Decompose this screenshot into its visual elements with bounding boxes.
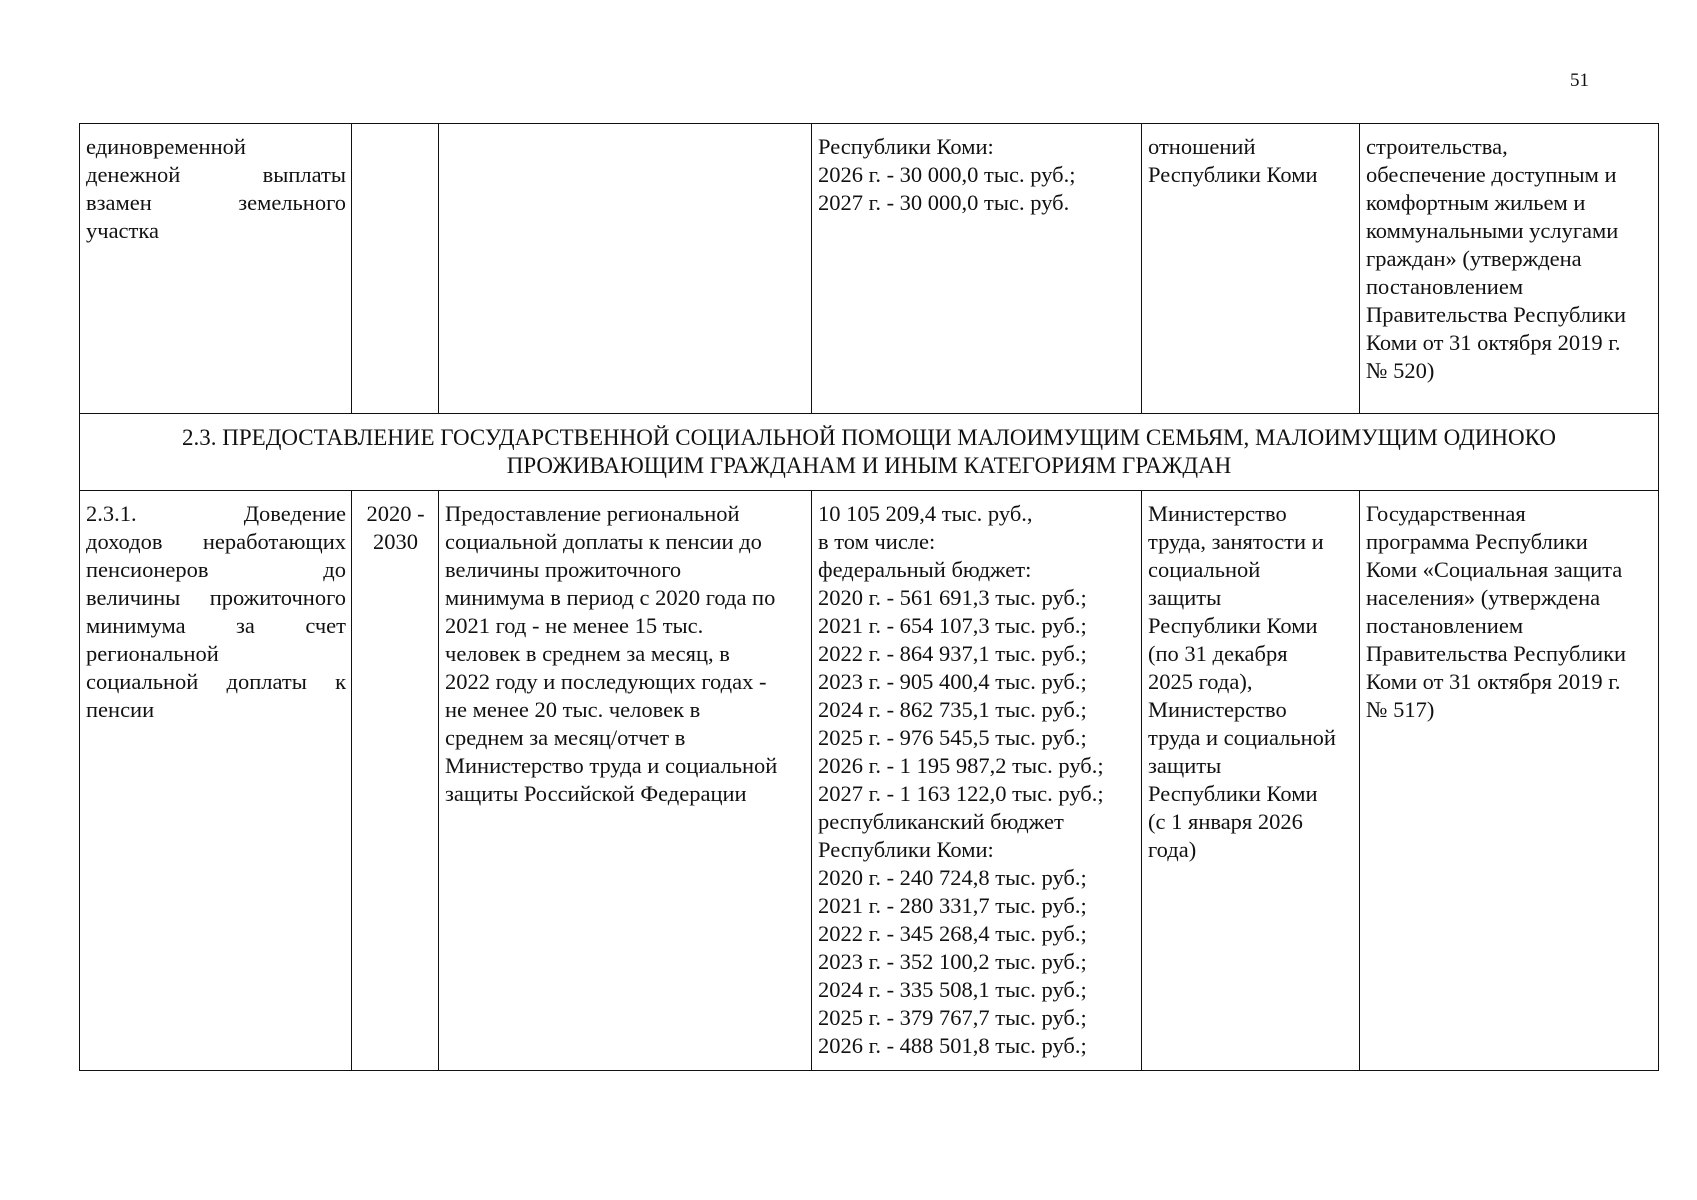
text-line: № 517) (1366, 697, 1435, 722)
text-line: 2020 - (366, 501, 425, 526)
text-line: социальной доплаты к пенсии до (445, 529, 762, 554)
text-line: 2021 год - не менее 15 тыс. (445, 613, 704, 638)
text-line: 2023 г. - 905 400,4 тыс. руб.; (818, 669, 1087, 694)
text-line: 2020 г. - 561 691,3 тыс. руб.; (818, 585, 1087, 610)
cell-program (1360, 491, 1659, 1071)
text-line: 2020 г. - 240 724,8 тыс. руб.; (818, 865, 1087, 890)
text-line: защиты (1148, 753, 1222, 778)
text-line: региональной (86, 641, 219, 666)
text-line: Правительства Республики (1366, 641, 1627, 666)
text-line: года) (1148, 837, 1197, 862)
text-line: программа Республики (1366, 529, 1588, 554)
text-line: Министерство (1148, 697, 1287, 722)
text-line: труда и социальной (1148, 725, 1336, 750)
text-line: взамен земельного (86, 190, 346, 215)
cell-responsible (1142, 124, 1360, 414)
text-line: участка (86, 218, 159, 243)
text-line: 2026 г. - 30 000,0 тыс. руб.; (818, 162, 1076, 187)
text-line: 2021 г. - 280 331,7 тыс. руб.; (818, 893, 1087, 918)
cell-measure (80, 491, 352, 1071)
text-line: комфортным жильем и (1366, 190, 1586, 215)
text-line: 2025 года), (1148, 669, 1253, 694)
cell-period (352, 491, 439, 1071)
text-line: 10 105 209,4 тыс. руб., (818, 501, 1033, 526)
text-line: 2024 г. - 335 508,1 тыс. руб.; (818, 977, 1087, 1002)
page-number: 51 (1570, 70, 1589, 91)
text-line: величины прожиточного (86, 585, 346, 610)
text-line: 2024 г. - 862 735,1 тыс. руб.; (818, 697, 1087, 722)
cell-result (439, 491, 812, 1071)
text-line: 2025 г. - 379 767,7 тыс. руб.; (818, 1005, 1087, 1030)
text-line: не менее 20 тыс. человек в (445, 697, 701, 722)
text-line: труда, занятости и (1148, 529, 1324, 554)
text-line: минимума в период с 2020 года по (445, 585, 776, 610)
text-line: Предоставление региональной (445, 501, 740, 526)
text-line: (с 1 января 2026 (1148, 809, 1303, 834)
text-line: обеспечение доступным и (1366, 162, 1617, 187)
text-line: Правительства Республики (1366, 302, 1627, 327)
section-heading (80, 414, 1659, 491)
cell-responsible (1142, 491, 1360, 1071)
text-line: республиканский бюджет (818, 809, 1064, 834)
text-line: постановлением (1366, 274, 1524, 299)
text-line: 2030 (373, 529, 418, 554)
section-header-row (80, 414, 1659, 491)
text-line: постановлением (1366, 613, 1524, 638)
text-line: Министерство труда и социальной (445, 753, 778, 778)
text-line: Коми «Социальная защита (1366, 557, 1623, 582)
text-line: граждан» (утверждена (1366, 246, 1582, 271)
cell-funding (812, 491, 1142, 1071)
text-line: пенсии (86, 697, 155, 722)
cell-funding (812, 124, 1142, 414)
text-line: единовременной (86, 134, 246, 159)
text-line: 2025 г. - 976 545,5 тыс. руб.; (818, 725, 1087, 750)
text-line: 2023 г. - 352 100,2 тыс. руб.; (818, 949, 1087, 974)
text-line: величины прожиточного (445, 557, 682, 582)
text-line: (по 31 декабря (1148, 641, 1288, 666)
text-line: Коми от 31 октября 2019 г. (1366, 669, 1621, 694)
text-line: строительства, (1366, 134, 1508, 159)
section-heading-line: ПРОЖИВАЮЩИМ ГРАЖДАНАМ И ИНЫМ КАТЕГОРИЯМ ГРАЖДАН (506, 453, 1232, 478)
text-line: коммунальными услугами (1366, 218, 1619, 243)
program-table (79, 123, 1659, 1071)
cell-period (352, 124, 439, 414)
text-line: 2022 году и последующих годах - (445, 669, 767, 694)
text-line: Республики Коми: (818, 134, 994, 159)
text-line: 2.3.1. Доведение (86, 501, 346, 526)
text-line: Республики Коми (1148, 781, 1318, 806)
text-line: социальной (1148, 557, 1261, 582)
cell-result (439, 124, 812, 414)
text-line: Республики Коми (1148, 162, 1318, 187)
text-line: среднем за месяц/отчет в (445, 725, 686, 750)
text-line: минимума за счет (86, 613, 346, 638)
table-row-continuation (80, 124, 1659, 414)
text-line: Республики Коми: (818, 837, 994, 862)
text-line: № 520) (1366, 358, 1435, 383)
text-line: человек в среднем за месяц, в (445, 641, 730, 666)
text-line: отношений (1148, 134, 1256, 159)
text-line: 2021 г. - 654 107,3 тыс. руб.; (818, 613, 1087, 638)
text-line: 2026 г. - 1 195 987,2 тыс. руб.; (818, 753, 1104, 778)
text-line: защиты (1148, 585, 1222, 610)
text-line: 2026 г. - 488 501,8 тыс. руб.; (818, 1033, 1087, 1058)
text-line: Министерство (1148, 501, 1287, 526)
text-line: защиты Российской Федерации (445, 781, 747, 806)
section-heading-line: 2.3. ПРЕДОСТАВЛЕНИЕ ГОСУДАРСТВЕННОЙ СОЦИАЛЬНОЙ ПОМОЩИ МАЛОИМУЩИМ СЕМЬЯМ, МАЛОИМУЩИМ ОДИНОКО (182, 425, 1556, 450)
text-line: в том числе: (818, 529, 936, 554)
text-line: социальной доплаты к (86, 669, 346, 694)
text-line: Государственная (1366, 501, 1526, 526)
text-line: Республики Коми (1148, 613, 1318, 638)
text-line: Коми от 31 октября 2019 г. (1366, 330, 1621, 355)
text-line: пенсионеров до (86, 557, 346, 582)
text-line: 2027 г. - 30 000,0 тыс. руб. (818, 190, 1070, 215)
text-line: населения» (утверждена (1366, 585, 1601, 610)
text-line: федеральный бюджет: (818, 557, 1032, 582)
text-line: 2022 г. - 345 268,4 тыс. руб.; (818, 921, 1087, 946)
text-line: денежной выплаты (86, 162, 346, 187)
table-row-2-3-1 (80, 491, 1659, 1071)
text-line: доходов неработающих (86, 529, 346, 554)
text-line: 2027 г. - 1 163 122,0 тыс. руб.; (818, 781, 1104, 806)
cell-measure (80, 124, 352, 414)
cell-program (1360, 124, 1659, 414)
text-line: 2022 г. - 864 937,1 тыс. руб.; (818, 641, 1087, 666)
